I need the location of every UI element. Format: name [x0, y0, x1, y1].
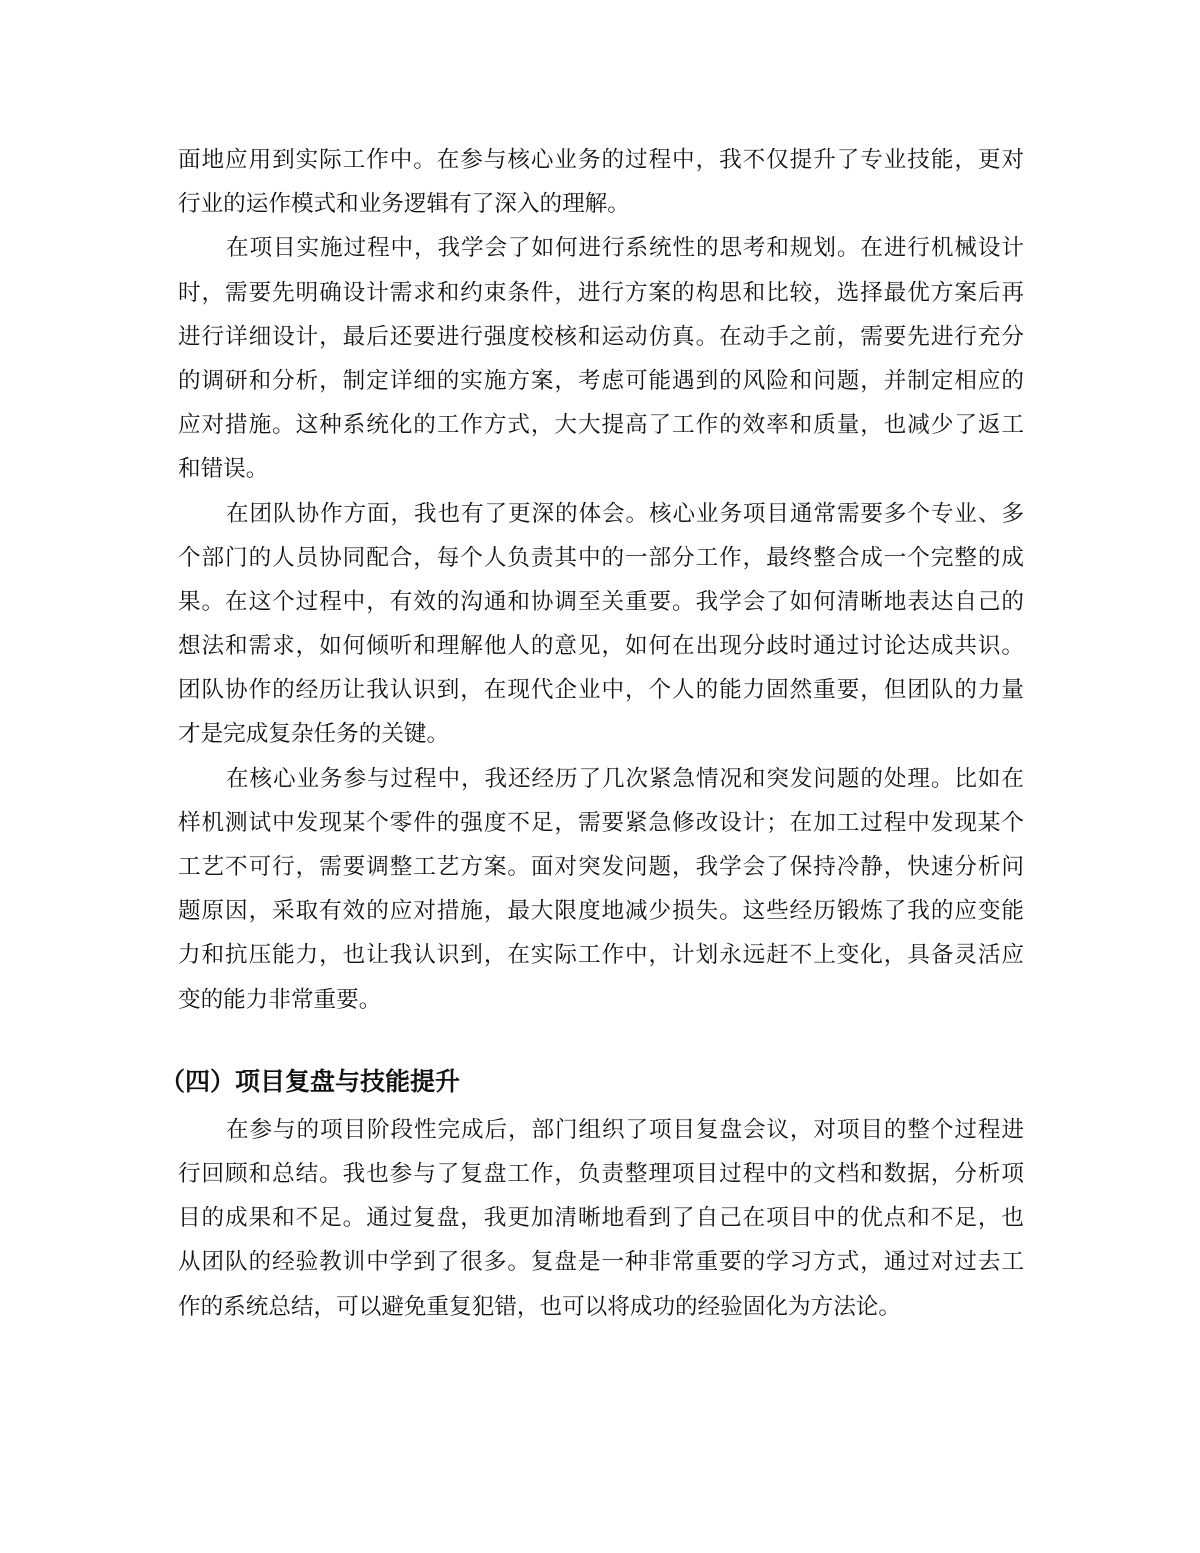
text-line: 团队协作的经历让我认识到，在现代企业中，个人的能力固然重要，但团队的力量 — [178, 677, 1024, 704]
text-line: 样机测试中发现某个零件的强度不足，需要紧急修改设计；在加工过程中发现某个 — [178, 809, 1024, 836]
text-line: 面地应用到实际工作中。在参与核心业务的过程中，我不仅提升了专业技能，更对 — [178, 147, 1024, 173]
text-line: 在核心业务参与过程中，我还经历了几次紧急情况和突发问题的处理。比如在 — [226, 765, 1024, 792]
body-paragraph — [178, 492, 1024, 757]
text-line: 变的能力非常重要。 — [178, 986, 382, 1013]
text-line: 目的成果和不足。通过复盘，我更加清晰地看到了自己在项目中的优点和不足，也 — [178, 1205, 1024, 1232]
text-line: 题原因，采取有效的应对措施，最大限度地减少损失。这些经历锻炼了我的应变能 — [178, 898, 1024, 925]
text-line: 工艺不可行，需要调整工艺方案。面对突发问题，我学会了保持冷静，快速分析问 — [178, 854, 1024, 880]
text-line: 在项目实施过程中，我学会了如何进行系统性的思考和规划。在进行机械设计 — [226, 235, 1024, 262]
text-line: 应对措施。这种系统化的工作方式，大大提高了工作的效率和质量，也减少了返工 — [178, 412, 1024, 439]
body-paragraph — [178, 1108, 1024, 1329]
text-line: 作的系统总结，可以避免重复犯错，也可以将成功的经验固化为方法论。 — [178, 1293, 901, 1320]
text-line: 进行详细设计，最后还要进行强度校核和运动仿真。在动手之前，需要先进行充分 — [178, 323, 1024, 350]
body-paragraph — [178, 138, 1024, 226]
text-line: 在团队协作方面，我也有了更深的体会。核心业务项目通常需要多个专业、多 — [226, 500, 1024, 527]
text-line: 果。在这个过程中，有效的沟通和协调至关重要。我学会了如何清晰地表达自己的 — [178, 588, 1024, 615]
section-heading: （四）项目复盘与技能提升 — [160, 1066, 461, 1096]
text-line: 从团队的经验教训中学到了很多。复盘是一种非常重要的学习方式，通过对过去工 — [178, 1249, 1024, 1276]
body-paragraph — [178, 757, 1024, 1022]
text-line: 的调研和分析，制定详细的实施方案，考虑可能遇到的风险和问题，并制定相应的 — [178, 367, 1024, 394]
body-paragraph — [178, 226, 1024, 491]
text-line: 时，需要先明确设计需求和约束条件，进行方案的构思和比较，选择最优方案后再 — [178, 279, 1024, 306]
text-line: 行回顾和总结。我也参与了复盘工作，负责整理项目过程中的文档和数据，分析项 — [178, 1160, 1024, 1187]
text-line: 在参与的项目阶段性完成后，部门组织了项目复盘会议，对项目的整个过程进 — [226, 1116, 1024, 1143]
text-line: 行业的运作模式和业务逻辑有了深入的理解。 — [178, 191, 630, 218]
text-line: 力和抗压能力，也让我认识到，在实际工作中，计划永远赶不上变化，具备灵活应 — [178, 942, 1024, 969]
text-line: 个部门的人员协同配合，每个人负责其中的一部分工作，最终整合成一个完整的成 — [178, 544, 1024, 571]
text-line: 和错误。 — [178, 456, 269, 483]
text-line: 想法和需求，如何倾听和理解他人的意见，如何在出现分歧时通过讨论达成共识。 — [178, 633, 1024, 660]
document-page — [160, 138, 1024, 1329]
text-line: 才是完成复杂任务的关键。 — [178, 721, 450, 748]
